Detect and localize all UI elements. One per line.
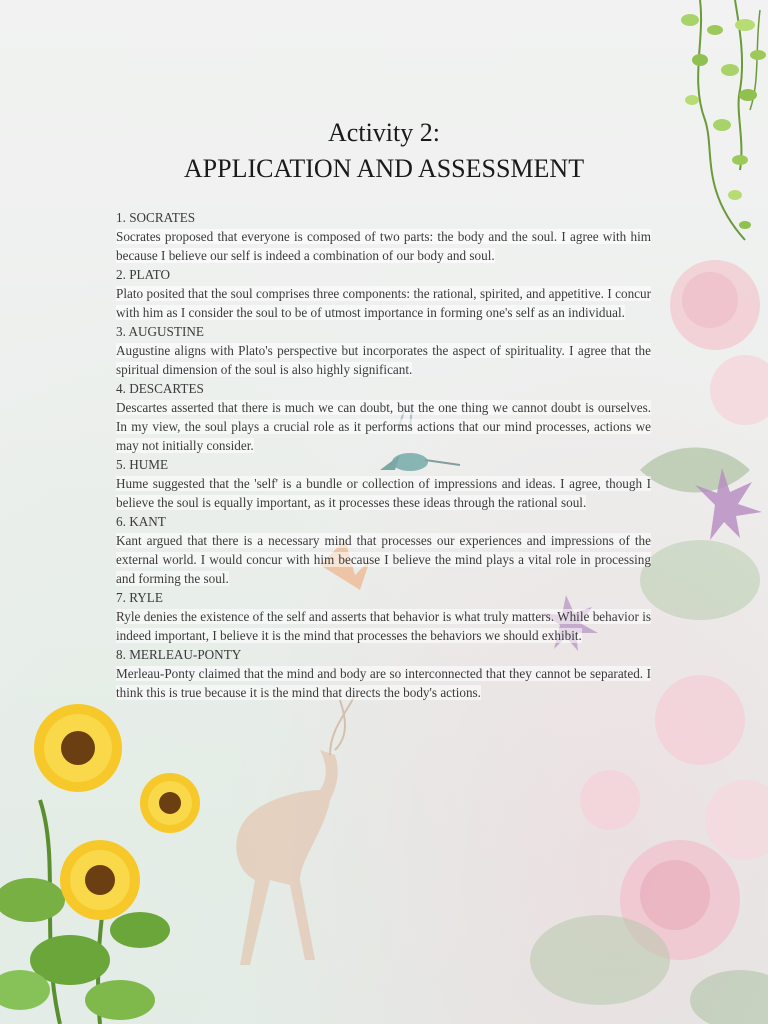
entry-title: 6. KANT bbox=[116, 514, 166, 529]
philosophers-list bbox=[116, 208, 651, 702]
entry-title: 2. PLATO bbox=[116, 267, 170, 282]
list-item bbox=[116, 265, 651, 322]
entry-title: 4. DESCARTES bbox=[116, 381, 204, 396]
list-item bbox=[116, 379, 651, 455]
list-item bbox=[116, 512, 651, 588]
activity-subtitle: APPLICATION AND ASSESSMENT bbox=[183, 154, 585, 183]
entry-text: Socrates proposed that everyone is composed of two parts: the body and the soul. I agree with him because I believe our self is indeed a combination of our body and soul. bbox=[116, 229, 651, 263]
entry-text: Merleau-Ponty claimed that the mind and body are so interconnected that they cannot be separated. I think this is true because it is the mind that directs the body's actions. bbox=[116, 666, 651, 700]
entry-text: Augustine aligns with Plato's perspective but incorporates the aspect of spirituality. I agree that the spiritual dimension of the soul is also highly significant. bbox=[116, 343, 651, 377]
deer-icon bbox=[236, 695, 355, 965]
entry-title: 1. SOCRATES bbox=[116, 210, 196, 225]
entry-text: Plato posited that the soul comprises three components: the rational, spirited, and appetitive. I concur with him as I consider the soul to be of utmost importance in forming one's self as an individual. bbox=[116, 286, 651, 320]
list-item bbox=[116, 455, 651, 512]
entry-title: 3. AUGUSTINE bbox=[116, 324, 204, 339]
list-item bbox=[116, 208, 651, 265]
entry-title: 5. HUME bbox=[116, 457, 169, 472]
entry-title: 7. RYLE bbox=[116, 590, 163, 605]
sunflowers-icon bbox=[0, 704, 200, 1024]
entry-text: Kant argued that there is a necessary mind that processes our experiences and impressions of the external world. I would concur with him because I believe the mind plays a vital role in processing and forming the soul. bbox=[116, 533, 651, 586]
entry-text: Ryle denies the existence of the self and asserts that behavior is what truly matters. While behavior is indeed important, I believe it is the mind that processes the behaviors we should exhibit. bbox=[116, 609, 651, 643]
page-heading bbox=[0, 116, 768, 188]
activity-title: Activity 2: bbox=[328, 118, 440, 147]
list-item bbox=[116, 322, 651, 379]
entry-text: Hume suggested that the 'self' is a bundle or collection of impressions and ideas. I agree, though I believe the soul is equally important, as it processes these ideas through the rational soul. bbox=[116, 476, 651, 510]
entry-text: Descartes asserted that there is much we can doubt, but the one thing we cannot doubt is ourselves. In my view, the soul plays a crucial role as it performs actions that our mind processes, actions we may not initially consider. bbox=[116, 400, 651, 453]
list-item bbox=[116, 645, 651, 702]
list-item bbox=[116, 588, 651, 645]
entry-title: 8. MERLEAU-PONTY bbox=[116, 647, 242, 662]
